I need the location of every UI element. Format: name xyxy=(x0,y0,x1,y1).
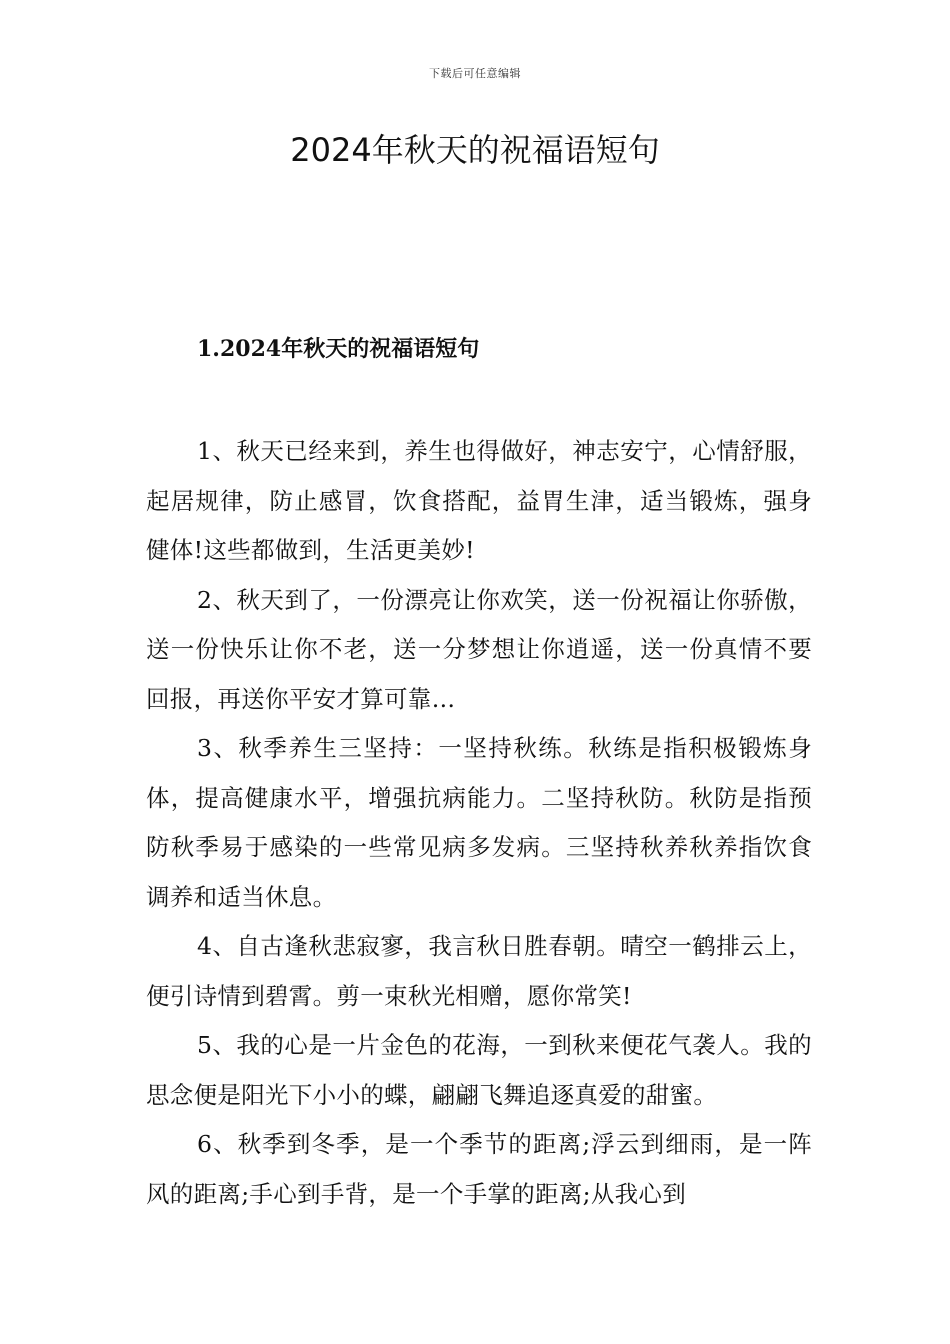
header-note: 下载后可任意编辑 xyxy=(429,67,521,80)
paragraph-1: 1、秋天已经来到，养生也得做好，神志安宁，心情舒服，起居规律，防止感冒，饮食搭配，益胃生津，适当锻炼，强身健体!这些都做到，生活更美妙! xyxy=(146,437,812,564)
paragraph-6: 6、秋季到冬季，是一个季节的距离;浮云到细雨，是一阵风的距离;手心到手背，是一个手掌的距离;从我心到 xyxy=(146,1130,812,1208)
paragraph-5: 5、我的心是一片金色的花海，一到秋来便花气袭人。我的思念便是阳光下小小的蝶，翩翩飞舞追逐真爱的甜蜜。 xyxy=(146,1031,812,1109)
body-text xyxy=(146,427,812,1219)
section-heading: 1.2024年秋天的祝福语短句 xyxy=(197,336,480,362)
page-title: 2024年秋天的祝福语短句 xyxy=(290,131,660,169)
paragraph-4: 4、自古逢秋悲寂寥，我言秋日胜春朝。晴空一鹤排云上，便引诗情到碧霄。剪一束秋光相赠，愿你常笑! xyxy=(146,932,812,1010)
paragraph-2: 2、秋天到了，一份漂亮让你欢笑，送一份祝福让你骄傲，送一份快乐让你不老，送一分梦想让你逍遥，送一份真情不要回报，再送你平安才算可靠… xyxy=(146,585,812,713)
paragraph-3: 3、秋季养生三坚持：一坚持秋练。秋练是指积极锻炼身体，提高健康水平，增强抗病能力。二坚持秋防。秋防是指预防秋季易于感染的一些常见病多发病。三坚持秋养秋养指饮食调养和适当休息。 xyxy=(146,734,812,911)
